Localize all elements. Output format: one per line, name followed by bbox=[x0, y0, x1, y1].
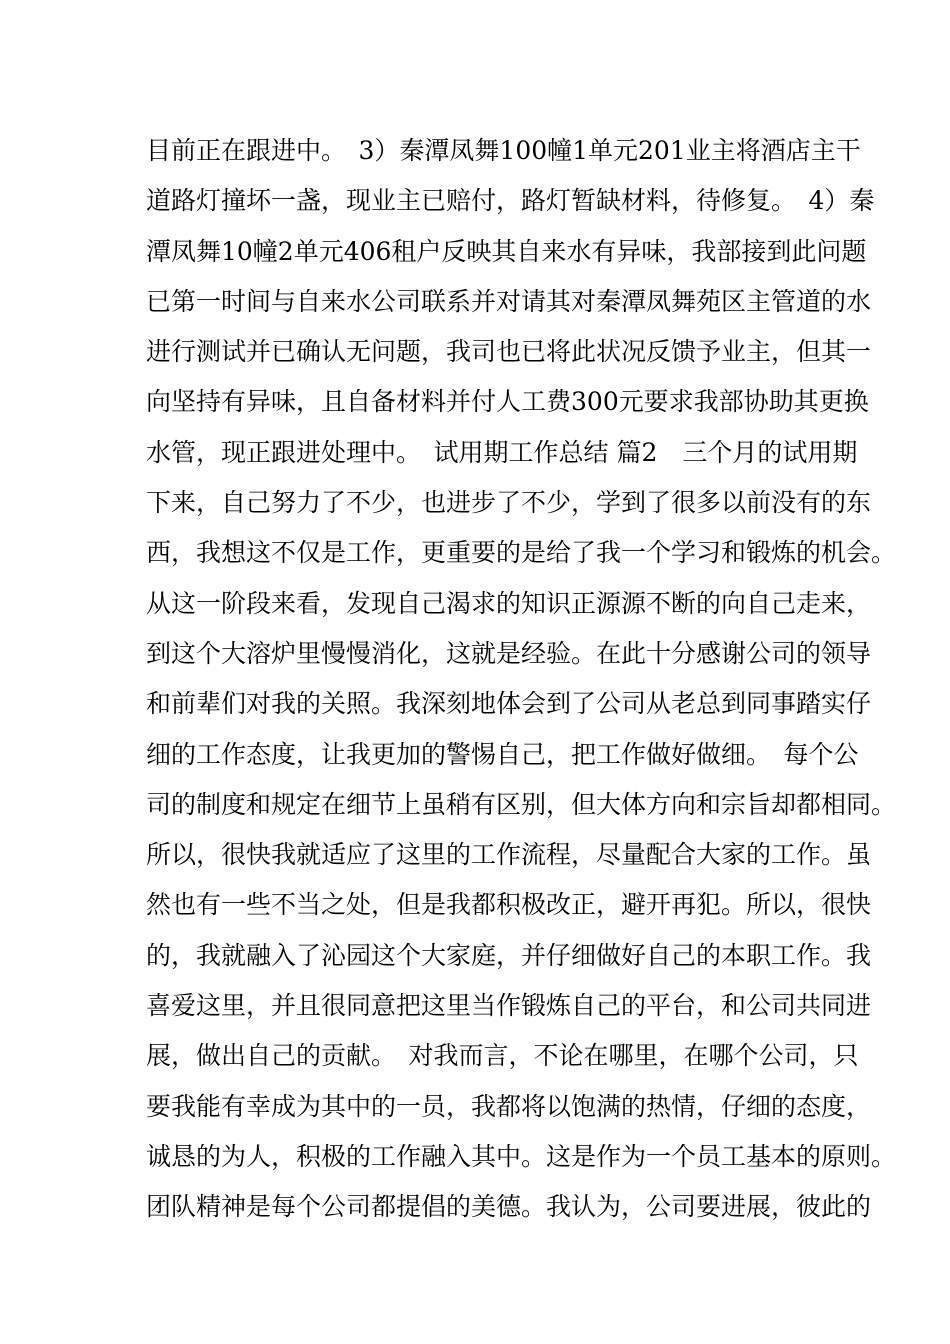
text-line: 从这一阶段来看，发现自己渴求的知识正源源不断的向自己走来， bbox=[146, 588, 872, 618]
text-line: 喜爱这里，并且很同意把这里当作锻炼自己的平台，和公司共同进 bbox=[146, 991, 872, 1021]
text-line: 向坚持有异味，且自备材料并付人工费300元要求我部协助其更换 bbox=[146, 387, 869, 417]
body-text bbox=[146, 132, 897, 1239]
text-line: 水管，现正跟进处理中。 试用期工作总结 篇2 三个月的试用期 bbox=[146, 437, 858, 467]
text-line: 团队精神是每个公司都提倡的美德。我认为，公司要进展，彼此的 bbox=[146, 1192, 872, 1222]
text-line: 到这个大溶炉里慢慢消化，这就是经验。在此十分感谢公司的领导 bbox=[146, 638, 872, 668]
text-line: 展，做出自己的贡献。 对我而言，不论在哪里，在哪个公司，只 bbox=[146, 1041, 859, 1071]
text-line: 的，我就融入了沁园这个大家庭，并仔细做好自己的本职工作。我 bbox=[146, 940, 872, 970]
text-line: 已第一时间与自来水公司联系并对请其对秦潭凤舞苑区主管道的水 bbox=[146, 286, 872, 316]
text-line: 进行测试并已确认无问题，我司也已将此状况反馈予业主，但其一 bbox=[146, 337, 872, 367]
text-line: 所以，很快我就适应了这里的工作流程，尽量配合大家的工作。虽 bbox=[146, 840, 872, 870]
text-line: 潭凤舞10幢2单元406租户反映其自来水有异味，我部接到此问题 bbox=[146, 236, 867, 266]
text-line: 然也有一些不当之处，但是我都积极改正，避开再犯。所以，很快 bbox=[146, 890, 872, 920]
text-line: 目前正在跟进中。 3）秦潭凤舞100幢1单元201业主将酒店主干 bbox=[146, 136, 861, 165]
text-line: 道路灯撞坏一盏，现业主已赔付，路灯暂缺材料，待修复。 4）秦 bbox=[146, 186, 875, 216]
text-line: 和前辈们对我的关照。我深刻地体会到了公司从老总到同事踏实仔 bbox=[146, 689, 872, 719]
text-line: 要我能有幸成为其中的一员，我都将以饱满的热情，仔细的态度， bbox=[146, 1091, 872, 1121]
text-line: 下来，自己努力了不少，也进步了不少，学到了很多以前没有的东 bbox=[146, 488, 872, 518]
text-line: 司的制度和规定在细节上虽稍有区别，但大体方向和宗旨却都相同。 bbox=[146, 789, 897, 819]
text-line: 西，我想这不仅是工作，更重要的是给了我一个学习和锻炼的机会。 bbox=[146, 538, 897, 568]
text-line: 诚恳的为人，积极的工作融入其中。这是作为一个员工基本的原则。 bbox=[146, 1141, 897, 1171]
text-line: 细的工作态度，让我更加的警惕自己，把工作做好做细。 每个公 bbox=[146, 739, 859, 769]
